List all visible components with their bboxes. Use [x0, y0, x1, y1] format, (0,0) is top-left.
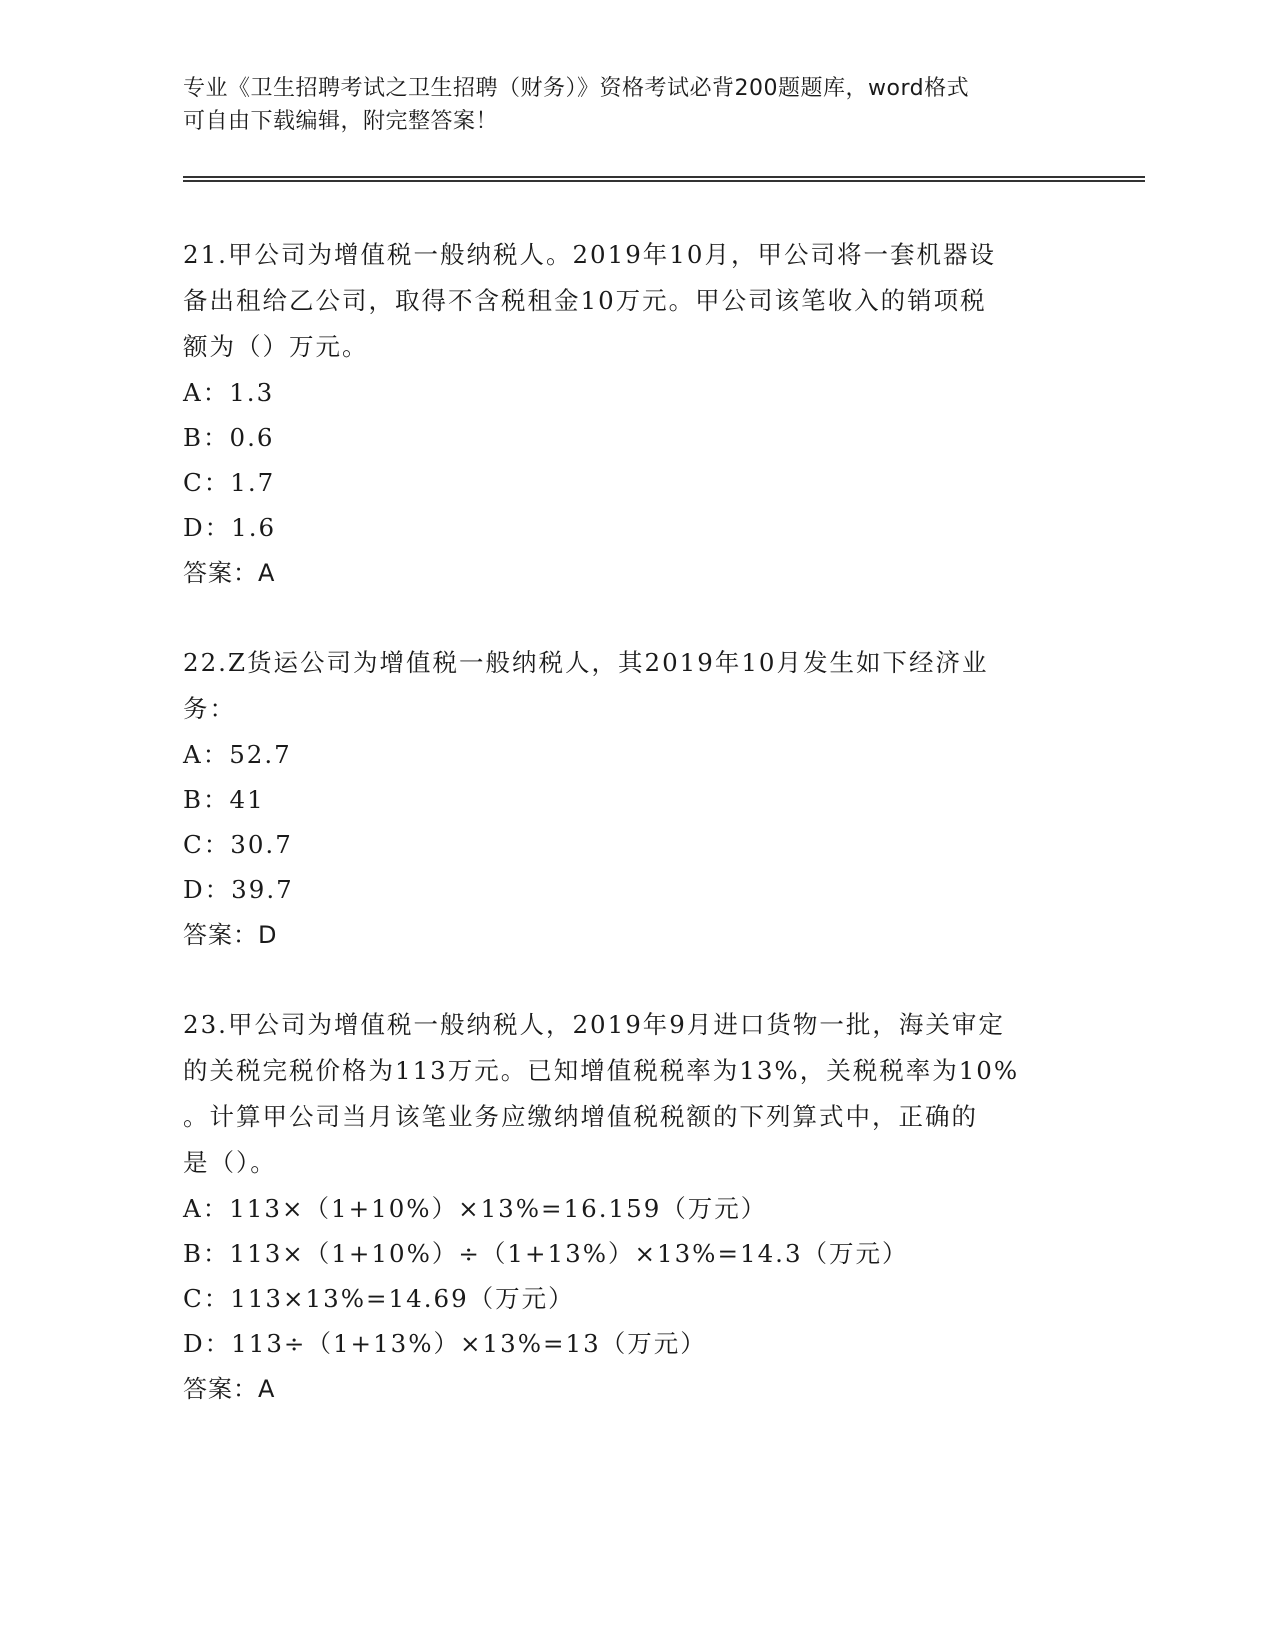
question-21 [183, 232, 1063, 596]
option-value: 52.7 [229, 740, 292, 769]
option-a [183, 370, 1063, 415]
option-key: C： [183, 1284, 231, 1313]
option-key: C： [183, 830, 231, 859]
option-key: B： [183, 785, 230, 814]
option-value: 39.7 [231, 875, 294, 904]
option-key: B： [183, 1239, 230, 1268]
question-text-line: 的关税完税价格为113万元。已知增值税税率为13%，关税税率为10% [183, 1056, 1020, 1085]
header-divider [183, 176, 1145, 182]
question-22 [183, 640, 1063, 958]
option-value: 113×（1+10%）÷（1+13%）×13%=14.3（万元） [229, 1239, 909, 1268]
option-value: 113×（1+10%）×13%=16.159（万元） [229, 1194, 768, 1223]
option-key: B： [183, 423, 230, 452]
option-d [183, 867, 1063, 912]
option-c [183, 460, 1063, 505]
option-c [183, 822, 1063, 867]
option-value: 113÷（1+13%）×13%=13（万元） [231, 1329, 707, 1358]
option-key: C： [183, 468, 231, 497]
question-23 [183, 1002, 1063, 1412]
option-value: 0.6 [229, 423, 275, 452]
option-d [183, 505, 1063, 550]
question-text-line: 21.甲公司为增值税一般纳税人。2019年10月，甲公司将一套机器设 [183, 240, 996, 269]
question-text-line: 备出租给乙公司，取得不含税租金10万元。甲公司该笔收入的销项税 [183, 286, 987, 315]
answer-line: 答案：A [183, 559, 276, 587]
option-b [183, 777, 1063, 822]
option-key: D： [183, 875, 232, 904]
question-text-line: 是（）。 [183, 1148, 277, 1177]
option-a [183, 732, 1063, 777]
header-line-1: 专业《卫生招聘考试之卫生招聘（财务）》资格考试必背200题题库，word格式 [183, 76, 970, 101]
option-a [183, 1186, 1063, 1231]
answer-line: 答案：D [183, 921, 278, 949]
question-text-line: 22.Z货运公司为增值税一般纳税人，其2019年10月发生如下经济业 [183, 648, 989, 677]
question-text-line: 。计算甲公司当月该笔业务应缴纳增值税税额的下列算式中，正确的 [183, 1102, 978, 1131]
option-value: 113×13%=14.69（万元） [230, 1284, 575, 1313]
option-key: A： [183, 740, 230, 769]
option-key: A： [183, 378, 230, 407]
header-line-2: 可自由下载编辑，附完整答案！ [183, 109, 499, 134]
question-text-line: 23.甲公司为增值税一般纳税人，2019年9月进口货物一批，海关审定 [183, 1010, 1005, 1039]
question-text-line: 额为（）万元。 [183, 332, 369, 361]
option-c [183, 1276, 1063, 1321]
option-value: 1.7 [230, 468, 276, 497]
option-value: 30.7 [230, 830, 293, 859]
option-key: D： [183, 513, 232, 542]
option-value: 1.6 [231, 513, 277, 542]
option-value: 41 [229, 785, 265, 814]
option-value: 1.3 [229, 378, 275, 407]
answer-line: 答案：A [183, 1375, 276, 1403]
question-text-line: 务： [183, 694, 236, 723]
option-b [183, 415, 1063, 460]
option-d [183, 1321, 1063, 1366]
document-header [183, 72, 1063, 138]
option-key: A： [183, 1194, 230, 1223]
option-key: D： [183, 1329, 232, 1358]
option-b [183, 1231, 1063, 1276]
